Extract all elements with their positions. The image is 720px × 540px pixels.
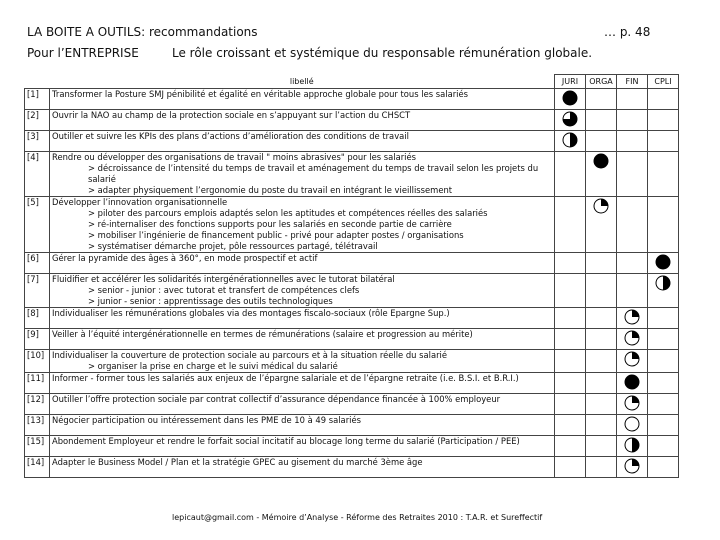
row-number: [1]: [25, 89, 50, 110]
row-label-cell: [50, 308, 555, 329]
rating-cell: [617, 308, 648, 329]
table-row: [25, 197, 679, 253]
rating-cell: [648, 436, 679, 457]
rating-quarter-icon: [624, 458, 640, 474]
page-subtitle: Le rôle croissant et systémique du responsable rémunération globale.: [172, 46, 593, 60]
row-sub-item: > piloter des parcours emplois adaptés selon les aptitudes et compétences réelles des salariés: [88, 208, 488, 218]
rating-cell: [586, 152, 617, 197]
table-row: [25, 350, 679, 373]
table-row: [25, 436, 679, 457]
row-label-cell: [50, 253, 555, 274]
rating-cell: [648, 457, 679, 478]
row-sub-item: > organiser la prise en charge et le suivi médical du salarié: [88, 361, 338, 371]
rating-cell: [648, 197, 679, 253]
row-label: Gérer la pyramide des âges à 360°, en mode prospectif et actif: [52, 253, 318, 263]
row-number: [8]: [25, 308, 50, 329]
row-number: [7]: [25, 274, 50, 308]
rating-cell: [586, 329, 617, 350]
rating-cell: [586, 350, 617, 373]
rating-cell: [555, 373, 586, 394]
libelle-header: libellé: [289, 76, 314, 86]
table-row: [25, 253, 679, 274]
row-label-cell: [50, 329, 555, 350]
rating-cell: [648, 350, 679, 373]
rating-cell: [586, 253, 617, 274]
row-label: Négocier participation ou intéressement dans les PME de 10 à 49 salariés: [52, 415, 361, 425]
row-number: [2]: [25, 110, 50, 131]
rating-cell: [617, 152, 648, 197]
rating-cell: [555, 131, 586, 152]
rating-cell: [648, 415, 679, 436]
rating-cell: [586, 415, 617, 436]
rating-full-icon: [655, 254, 671, 270]
rating-half-icon: [624, 437, 640, 453]
row-label-cell: [50, 152, 555, 197]
row-label: Individualiser les rémunérations globales via des montages fiscalo-sociaux (rôle Epargne Sup.): [52, 308, 450, 318]
row-sub-item: > mobiliser l’ingénierie de financement public - privé pour adapter postes / organisations: [88, 230, 464, 240]
page-number: … p. 48: [604, 25, 651, 39]
row-label: Transformer la Posture SMJ pénibilité et égalité en véritable approche globale pour tous les salariés: [52, 89, 469, 99]
rating-cell: [586, 436, 617, 457]
rating-cell: [555, 350, 586, 373]
rating-cell: [555, 329, 586, 350]
row-label: Individualiser la couverture de protection sociale au parcours et à la situation réelle du salarié: [52, 350, 448, 360]
rating-cell: [648, 89, 679, 110]
page-title: LA BOITE A OUTILS: recommandations: [27, 25, 258, 39]
rating-quarter-icon: [624, 395, 640, 411]
row-sub-item: > systématiser démarche projet, pôle ressources partagé, télétravail: [88, 241, 378, 251]
row-label: Informer - former tous les salariés aux enjeux de l’épargne salariale et de l’épargne retraite (i.e. B.S.I. et B.R.I.): [52, 373, 519, 383]
rating-cell: [617, 373, 648, 394]
rating-cell: [555, 110, 586, 131]
row-label-cell: [50, 131, 555, 152]
rating-cell: [555, 436, 586, 457]
row-number: [4]: [25, 152, 50, 197]
rating-cell: [617, 394, 648, 415]
rating-cell: [617, 197, 648, 253]
rating-cell: [648, 394, 679, 415]
table-row: [25, 152, 679, 197]
table-row: [25, 394, 679, 415]
rating-quarter-icon: [624, 330, 640, 346]
rating-cell: [555, 89, 586, 110]
table-row: [25, 329, 679, 350]
rating-cell: [586, 89, 617, 110]
rating-cell: [555, 308, 586, 329]
rating-cell: [617, 131, 648, 152]
row-sub-item: > décroissance de l’intensité du temps de travail et aménagement du temps de travail selon les projets du salarié: [88, 163, 539, 184]
rating-cell: [617, 89, 648, 110]
rating-cell: [617, 329, 648, 350]
col-cpli-header: CPLI: [648, 75, 679, 89]
rating-full-icon: [593, 153, 609, 169]
row-label-cell: [50, 373, 555, 394]
rating-cell: [617, 110, 648, 131]
row-label: Outiller l’offre protection sociale par contrat collectif d’assurance dépendance financée à 100% employeur: [52, 394, 501, 404]
row-label: Veiller à l’équité intergénérationnelle en termes de rémunérations (salaire et progression au mérite): [52, 329, 473, 339]
rating-cell: [555, 415, 586, 436]
row-label: Outiller et suivre les KPIs des plans d’actions d’amélioration des conditions de travail: [52, 131, 409, 141]
table-row: [25, 131, 679, 152]
table-row: [25, 308, 679, 329]
row-number: [5]: [25, 197, 50, 253]
row-label-cell: [50, 394, 555, 415]
rating-quarter-icon: [624, 309, 640, 325]
rating-half-icon: [562, 132, 578, 148]
row-label: Fluidifier et accélérer les solidarités intergénérationnelles avec le tutorat bilatéral: [52, 274, 395, 284]
rating-cell: [648, 110, 679, 131]
row-number: [11]: [25, 373, 50, 394]
row-number: [10]: [25, 350, 50, 373]
row-sub-item: > junior - senior : apprentissage des outils technologiques: [88, 296, 333, 306]
row-label-cell: [50, 110, 555, 131]
rating-three-quarter-icon: [562, 111, 578, 127]
rating-cell: [648, 308, 679, 329]
rating-cell: [617, 253, 648, 274]
row-sub-item: > ré-internaliser des fonctions supports pour les salariés en seconde partie de carrière: [88, 219, 452, 229]
rating-cell: [586, 373, 617, 394]
row-number: [14]: [25, 457, 50, 478]
rating-cell: [555, 394, 586, 415]
rating-cell: [555, 152, 586, 197]
col-orga-header: ORGA: [586, 75, 617, 89]
rating-cell: [648, 131, 679, 152]
rating-cell: [586, 394, 617, 415]
rating-full-icon: [562, 90, 578, 106]
rating-cell: [648, 373, 679, 394]
table-row: [25, 110, 679, 131]
row-label-cell: [50, 350, 555, 373]
rating-cell: [617, 436, 648, 457]
rating-cell: [617, 350, 648, 373]
rating-cell: [555, 197, 586, 253]
table-row: [25, 415, 679, 436]
row-sub-item: > adapter physiquement l’ergonomie du poste du travail en intégrant le vieillissement: [88, 185, 453, 195]
rating-cell: [648, 329, 679, 350]
row-label-cell: [50, 89, 555, 110]
row-label: Abondement Employeur et rendre le forfait social incitatif au blocage long terme du salarié (Participation / PEE): [52, 436, 520, 446]
row-label: Développer l’innovation organisationnelle: [52, 197, 228, 207]
row-number: [3]: [25, 131, 50, 152]
rating-cell: [555, 253, 586, 274]
rating-half-icon: [655, 275, 671, 291]
rating-cell: [586, 110, 617, 131]
row-label: Adapter le Business Model / Plan et la stratégie GPEC au gisement du marché 3ème âge: [52, 457, 423, 467]
row-label: Rendre ou développer des organisations de travail " moins abrasives" pour les salariés: [52, 152, 417, 162]
table-row: [25, 373, 679, 394]
row-number: [6]: [25, 253, 50, 274]
table-row: [25, 89, 679, 110]
row-label-cell: [50, 436, 555, 457]
row-label-cell: [50, 197, 555, 253]
rating-cell: [617, 415, 648, 436]
rating-quarter-icon: [593, 198, 609, 214]
row-number: [13]: [25, 415, 50, 436]
table-header-row: [25, 75, 679, 89]
table-row: [25, 457, 679, 478]
rating-cell: [617, 457, 648, 478]
footer: lepicaut@gmail.com - Mémoire d’Analyse - Réforme des Retraites 2010 : T.A.R. et Sureffectif: [172, 513, 543, 522]
table-row: [25, 274, 679, 308]
row-number: [15]: [25, 436, 50, 457]
rating-cell: [586, 197, 617, 253]
row-sub-item: > senior - junior : avec tutorat et transfert de compétences clefs: [88, 285, 360, 295]
rating-cell: [586, 274, 617, 308]
row-label-cell: [50, 457, 555, 478]
col-juri-header: JURI: [555, 75, 586, 89]
rating-cell: [555, 457, 586, 478]
row-number: [12]: [25, 394, 50, 415]
row-label-cell: [50, 415, 555, 436]
rating-cell: [648, 253, 679, 274]
rating-cell: [648, 152, 679, 197]
audience-label: Pour l’ENTREPRISE: [27, 46, 139, 60]
rating-cell: [586, 308, 617, 329]
rating-full-icon: [624, 374, 640, 390]
rating-quarter-icon: [624, 351, 640, 367]
table-body: [25, 89, 679, 478]
rating-cell: [617, 274, 648, 308]
rating-empty-icon: [624, 416, 640, 432]
num-header: [25, 75, 50, 89]
rating-cell: [648, 274, 679, 308]
rating-cell: [555, 274, 586, 308]
row-label: Ouvrir la NAO au champ de la protection sociale en s’appuyant sur l’action du CHSCT: [52, 110, 411, 120]
row-label-cell: [50, 274, 555, 308]
col-fin-header: FIN: [617, 75, 648, 89]
recommendations-table: [24, 74, 679, 478]
row-number: [9]: [25, 329, 50, 350]
rating-cell: [586, 131, 617, 152]
rating-cell: [586, 457, 617, 478]
